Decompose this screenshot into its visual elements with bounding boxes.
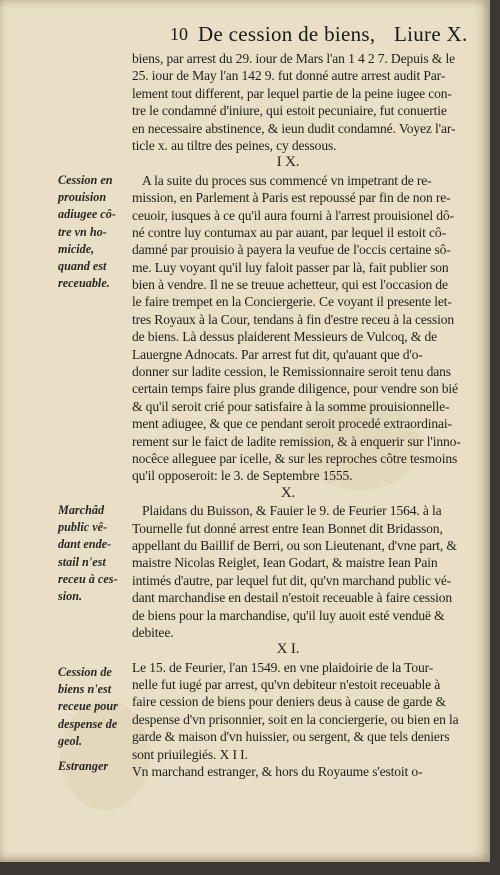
text-line: appellant du Baillif de Berri, ou son Lieutenant, d'vne part, & — [132, 537, 457, 553]
section-number: I X. — [276, 154, 300, 171]
text-line: maistre Nicolas Reiglet, Iean Godart, & maistre Iean Pain — [132, 555, 438, 571]
text-line: donner sur ladite cession, le Remissionnaire seroit tenu dans — [132, 364, 451, 380]
text-line: faire cession de biens pour deniers deus à cause de garde & — [132, 694, 446, 710]
text-line: bien à vendre. Il ne se treuue achetteur, qui est l'occasion de — [132, 277, 448, 293]
margin-line: public vê- — [58, 520, 108, 535]
text-line: mission, en Parlement à Paris est repoussé par fin de non re- — [132, 190, 451, 206]
margin-line: geol. — [58, 733, 83, 748]
text-line: garde & maison d'vn huissier, ou sergent, & que tels deniers — [132, 729, 450, 745]
text-line: Le 15. de Feurier, l'an 1549. en vne plaidoirie de la Tour- — [132, 659, 434, 675]
margin-line: dant ende- — [58, 537, 112, 552]
text-line: A la suite du proces sus commencé vn impetrant de re- — [142, 172, 432, 188]
text-line: Plaidans du Buisson, & Fauier le 9. de Feurier 1564. à la — [142, 503, 442, 519]
margin-line: receue pour — [58, 699, 118, 714]
text-line: dant marchandise en destail n'estoit receuable à faire cession — [132, 590, 453, 606]
text-line: biens, par arrest du 29. iour de Mars l'an 1 4 2 7. Depuis & le — [132, 51, 455, 66]
margin-line: stail n'est — [58, 554, 106, 569]
text-line: Lauergne Adnocats. Par arrest fut dit, qu'auant que d'o- — [132, 346, 423, 362]
text-line: me. Luy voyant qu'il luy faloit passer par là, fait publier son — [132, 259, 449, 275]
text-line: sont priuilegiés. X I I. — [132, 746, 248, 762]
page-edge — [490, 0, 500, 875]
text-line: despense d'vn prisonnier, soit en la conciergerie, ou bien en la — [132, 711, 459, 727]
text-line: en necessaire abstinence, & ieun dudit condamné. Voyez l'ar- — [132, 120, 456, 136]
text-line: tre le condamné d'iniure, qui estoit pecuniaire, fut conuertie — [132, 103, 447, 119]
margin-note-marchand — [58, 502, 128, 605]
text-line: Vn marchand estranger, & hors du Royaume s'estoit o- — [132, 764, 423, 780]
text-line: nocêce alleguee par icelle, & sur les reproches côtre tesmoins — [132, 450, 458, 466]
margin-note-cession-homicide — [58, 172, 128, 292]
text-line: & qu'il seroit crié pour satisfaire à la somme prouisionnelle- — [132, 398, 450, 414]
text-line: 25. iour de May l'an 142 9. fut donné autre arrest audit Par- — [132, 68, 446, 84]
running-title: De cession de biens, — [198, 22, 376, 46]
text-line: nelle fut iugé par arrest, qu'vn debiteur n'estoit receuable à — [132, 677, 441, 693]
text-line: ment adiugee, & que ce pendant seroit procedé extraordinai- — [132, 416, 452, 432]
text-line: debitee. — [132, 624, 174, 640]
text-line: lement tout different, par lequel partie de la peine iugee con- — [132, 85, 452, 101]
margin-line: receu à ces- — [58, 571, 118, 586]
text-line: rement sur le faict de ladite remission, & à enquerir sur l'inno- — [132, 433, 461, 449]
text-line: né contre luy contumax au par auant, par lequel il estoit cô- — [132, 224, 446, 240]
text-line: qu'il opposeroit: le 3. de Septembre 1555. — [132, 468, 353, 484]
section-number: X. — [280, 484, 296, 501]
main-text — [132, 50, 494, 780]
margin-line: despense de — [58, 716, 118, 731]
margin-line: Estranger — [58, 759, 109, 773]
margin-line: biens n'est — [58, 682, 112, 697]
text-line: damné par prouisio à payera la veufue de l'occis certaine sô- — [132, 242, 451, 258]
page-bottom-edge — [0, 862, 500, 875]
margin-line: adiugee cô- — [58, 207, 116, 222]
margin-line: tre vn ho- — [58, 224, 107, 239]
text-line: de biens pour la marchandise, qu'il luy auoit esté venduë & — [132, 607, 445, 623]
margin-line: quand est — [58, 259, 107, 274]
margin-line: prouision — [58, 190, 107, 205]
page-number: 10 — [170, 24, 188, 44]
margin-line: micide, — [58, 241, 95, 256]
margin-line: Marchâd — [58, 503, 105, 517]
margin-note-geol — [58, 664, 128, 750]
text-line: tres Royaux à la Cour, tendans à fin d'estre receu à la cession — [132, 311, 454, 327]
text-line: intimés d'autre, par lequel fut dit, qu'vn marchand public vé- — [132, 572, 452, 588]
text-line: de biens. Là dessus plaiderent Messieurs de Vulcoq, & de — [132, 329, 438, 345]
margin-line: Cession en — [58, 173, 113, 187]
margin-line: Cession de — [58, 665, 112, 679]
text-line: certain temps faire plus grande diligence, pour vendre son bié — [132, 381, 458, 397]
book-label: Liure X. — [394, 22, 468, 46]
text-line: Tournelle fut donné arrest entre Iean Bonnet dit Bridasson, — [132, 520, 443, 536]
margin-note-estranger — [58, 758, 128, 775]
margin-line: receuable. — [58, 276, 110, 291]
section-number: X I. — [276, 641, 300, 658]
text-line: le faire trempet en la Conciergerie. Ce voyant il presente let- — [132, 294, 452, 310]
margin-line: sion. — [58, 589, 83, 604]
running-header — [0, 24, 490, 50]
text-line: ticle x. au tiltre des peines, cy dessous. — [132, 137, 337, 153]
text-line: ceuoir, iusques à ce qu'il aura fourni à l'arrest prouisionel dô- — [132, 207, 454, 223]
